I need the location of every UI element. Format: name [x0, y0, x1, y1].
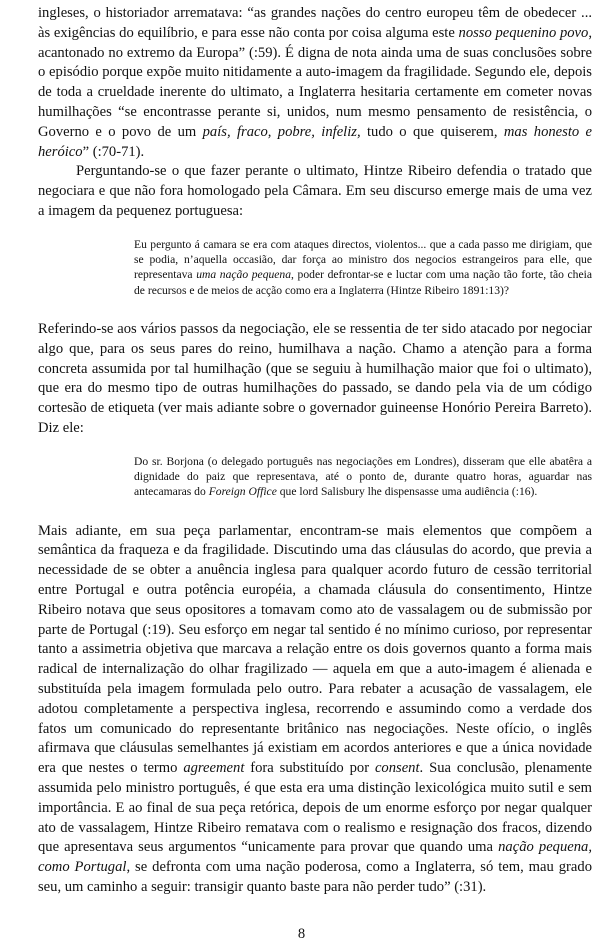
- document-page: [38, 4, 592, 898]
- page-number: 8: [297, 926, 306, 942]
- body-paragraph-1: [38, 4, 592, 162]
- text-run: . Sua conclusão, plenamente assumida pelo ministro português, é que esta era uma distinção lexicológica muito sutil e sem importância. E ao final de sua peça retórica, depois de um enorme esforço por negar qualquer ato de vassalagem, Hintze Ribeiro rematava com o realismo e resignação dos fracos, dizendo que apresentava seus argumentos “unicamente para provar que quando uma: [38, 760, 593, 856]
- text-run: , acantonado no extremo da Europa” (:59). É digna de nota ainda uma de suas conclusões sobre o episódio porque expõe muito nitidamente a auto-imagem da fragilidade. Segundo ele, depois de toda a crueldade inerente do ultimato, a Inglaterra hesitaria certamente em cometer novas humilhações “se encontrasse perante si, unidos, num mesmo pensamento de resistência, o Governo e o povo de um: [38, 24, 592, 140]
- text-run: Referindo-se aos vários passos da negociação, ele se ressentia de ter sido atacado por negociar algo que, para os seus pares do reino, humilhava a nação. Chamo a atenção para a forma concreta assumida por tal humilhação (que se seguiu à humilhação maior que foi o ultimato), que era do mesmo tipo de outras humilhações do passado, se dando pela via de um código cortesão de etiqueta (ver mais adiante sobre o governador guineense Honório Pereira Barreto). Diz ele:: [38, 320, 592, 436]
- text-run: Eu pergunto á camara se era com ataques directos, violentos... que a cada passo me dirigiam, que se podia, n’aquella occasião, dar força ao ministro dos negocios estrangeiros para elle, que representava: [134, 237, 592, 282]
- text-run: , poder defrontar-se e luctar com uma nação tão forte, tão cheia de recursos e de meios de acção como era a Inglaterra (Hintze Ribeiro 1891:13)?: [134, 268, 592, 297]
- italic-run: uma nação pequena: [196, 268, 292, 282]
- body-paragraph-4: [38, 522, 592, 898]
- text-run: Perguntando-se o que fazer perante o ultimato, Hintze Ribeiro defendia o tratado que negociara e que não fora homologado pela Câmara. Em seu discurso emerge mais de uma vez a imagem da pequenez portuguesa:: [38, 163, 592, 219]
- italic-run: país, fraco, pobre, infeliz,: [202, 123, 361, 140]
- text-run: que lord Salisbury lhe dispensasse uma audiência (:16).: [276, 485, 538, 499]
- italic-run: nação pequena, como Portugal: [38, 839, 592, 876]
- italic-run: agreement: [183, 760, 245, 777]
- italic-run: mas honesto e heróico: [38, 123, 593, 160]
- text-run: ingleses, o historiador arrematava: “as grandes nações do centro europeu têm de obedecer ... às exigências do equilíbrio, e para esse não conta por coisa alguma este: [38, 5, 592, 41]
- body-paragraph-2: [38, 162, 592, 221]
- text-run: ” (:70-71).: [82, 143, 145, 160]
- italic-run: consent: [374, 760, 420, 777]
- block-quote-1: [134, 237, 592, 298]
- text-run: Do sr. Borjona (o delegado português nas negociações em Londres), disseram que elle abatêra a dignidade do paiz que representava, até o ponto de, durante quatro horas, aguardar nas antecamaras do: [134, 454, 592, 499]
- text-run: tudo o que quiserem,: [360, 123, 504, 140]
- text-run: fora substituído por: [244, 760, 375, 777]
- text-run: , se defronta com uma nação poderosa, como a Inglaterra, só tem, mau grado seu, um caminho a seguir: transigir quanto baste para não perder tudo” (:31).: [38, 859, 592, 895]
- italic-run: nosso pequenino povo: [458, 24, 589, 41]
- body-paragraph-3: [38, 320, 592, 439]
- block-quote-2: [134, 454, 592, 500]
- text-run: Mais adiante, em sua peça parlamentar, encontram-se mais elementos que compõem a semântica da fraqueza e da fragilidade. Discutindo uma das cláusulas do acordo, que previa a necessidade de se obter a anuência inglesa para qualquer acordo futuro de cessão territorial entre Portugal e outra potência européia, a chamada cláusula do consentimento, Hintze Ribeiro notava que seus opositores a tomavam como ato de vassalagem ou de submissão por parte de Portugal (:19). Seu esforço em negar tal sentido é no mínimo curioso, por representar tanto a assimetria objetiva que marcava a relação entre os dois governos quanto a forma mais radical de internalização do olhar fragilizado — aquela em que a auto-imagem é alienada e substituída pela imagem formulada pelo outro. Para rebater a acusação de vassalagem, ele adotou completamente a perspectiva inglesa, recorrendo e assumindo como a verdade dos fatos um comunicado do representante britânico nas negociações. Neste ofício, o inglês afirmava que cláusulas semelhantes já existiam em acordos anteriores e que a única novidade era que nestes o termo: [38, 522, 592, 777]
- italic-run: Foreign Office: [208, 485, 277, 499]
